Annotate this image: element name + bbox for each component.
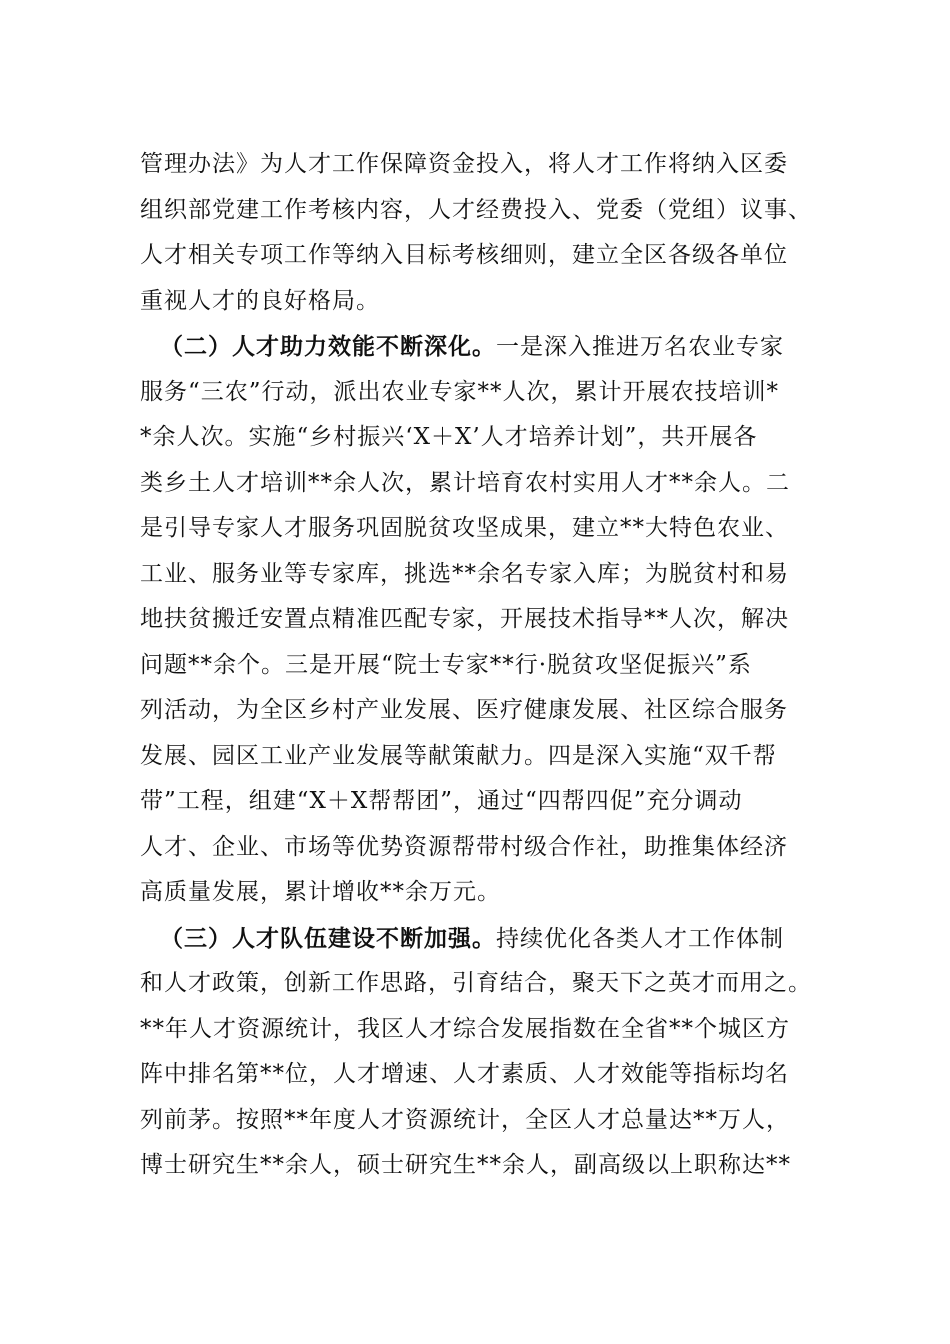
paragraph-line: 重视人才的良好格局。 <box>140 287 380 314</box>
section-2-first-line-text: 一是深入推进万名农业专家 <box>496 334 784 360</box>
section-3-first-line-text: 持续优化各类人才工作体制 <box>496 925 784 952</box>
paragraph-line: 地扶贫搬迁安置点精准匹配专家，开展技术指导**人次，解决 <box>140 606 789 632</box>
paragraph-line: 带”工程，组建“X＋X帮帮团”，通过“四帮四促”充分调动 <box>140 788 743 814</box>
paragraph-line: 阵中排名第**位，人才增速、人才素质、人才效能等指标均名 <box>140 1061 789 1087</box>
paragraph-line: 问题**余个。三是开展“院士专家**行·脱贫攻坚促振兴”系 <box>140 651 752 678</box>
paragraph-line: 服务“三农”行动，派出农业专家**人次，累计开展农技培训* <box>140 378 780 405</box>
section-2-heading: （二）人才助力效能不断深化。 <box>160 333 496 360</box>
paragraph-line: 发展、园区工业产业发展等献策献力。四是深入实施“双千帮 <box>140 742 777 769</box>
paragraph-line: 列活动，为全区乡村产业发展、医疗健康发展、社区综合服务 <box>140 697 788 723</box>
paragraph-line: 高质量发展，累计增收**余万元。 <box>140 879 501 905</box>
paragraph-line: 是引导专家人才服务巩固脱贫攻坚成果，建立**大特色农业、 <box>140 515 789 541</box>
paragraph-line: 工业、服务业等专家库，挑选**余名专家入库；为脱贫村和易 <box>140 560 789 587</box>
paragraph-line: 人才相关专项工作等纳入目标考核细则，建立全区各级各单位 <box>140 242 788 268</box>
paragraph-line: 博士研究生**余人，硕士研究生**余人，副高级以上职称达** <box>140 1152 791 1178</box>
paragraph-line: 和人才政策，创新工作思路，引育结合，聚天下之英才而用之。 <box>140 970 812 996</box>
paragraph-line: **年人才资源统计，我区人才综合发展指数在全省**个城区方 <box>140 1015 790 1042</box>
paragraph-line: 列前茅。按照**年度人才资源统计，全区人才总量达**万人， <box>140 1106 790 1133</box>
section-3-first-line <box>140 916 830 962</box>
paragraph-line: 类乡土人才培训**余人次，累计培育农村实用人才**余人。二 <box>140 469 790 496</box>
paragraph-line: *余人次。实施“乡村振兴‘X＋X’人才培养计划”，共开展各 <box>140 424 758 450</box>
paragraph-line: 人才、企业、市场等优势资源帮带村级合作社，助推集体经济 <box>140 833 788 860</box>
paragraph-line: 组织部党建工作考核内容，人才经费投入、党委（党组）议事、 <box>140 196 812 223</box>
section-2-first-line <box>140 324 830 370</box>
paragraph-line: 管理办法》为人才工作保障资金投入，将人才工作将纳入区委 <box>140 151 788 177</box>
section-3-heading: （三）人才队伍建设不断加强。 <box>160 924 496 952</box>
document-body <box>140 142 830 1189</box>
